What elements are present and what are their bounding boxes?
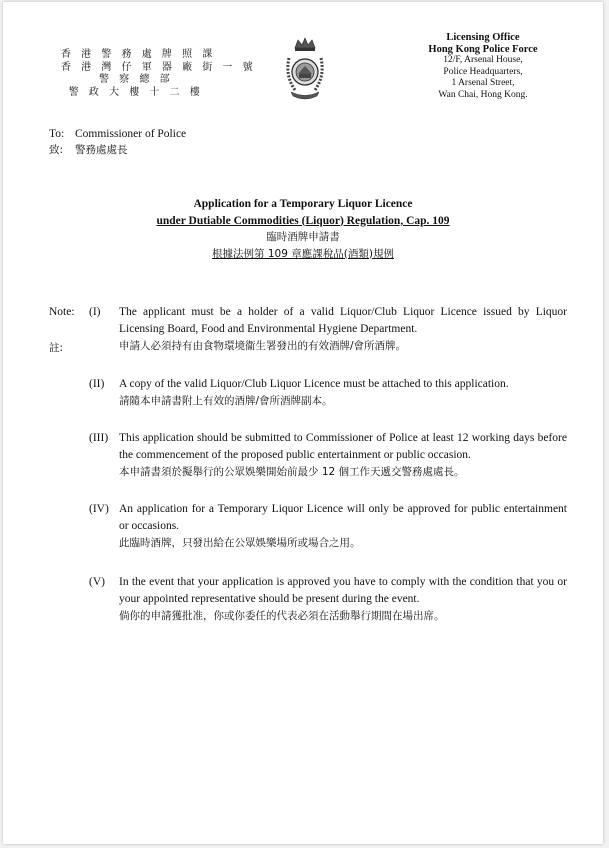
note-number: (I) [89,306,101,318]
note-text-zh: 此臨時酒牌，只發出給在公眾娛樂場所或場合之用。 [119,537,361,549]
zh-address-line: 警 察 總 部 [98,74,174,85]
to-value: Commissioner of Police [75,128,187,140]
title-zh-line-2: 根據法例第 109 章應課稅品(酒類)規例 [212,247,394,260]
note-text-zh: 本申請書須於擬舉行的公眾娛樂開始前最少 12 個工作天遞交警務處處長。 [119,466,465,478]
document-page [3,2,603,844]
note-text: An application for a Temporary Liquor Licence will only be approved for public entertainment or occasions. [119,503,567,532]
note-text: This application should be submitted to Commissioner of Police at least 12 working days before the commencement of the proposed public entertainment or public occasion. [119,432,567,461]
zh-address-line: 香 港 灣 仔 軍 器 廠 街 一 號 [61,61,257,73]
note-label: Note: [49,306,75,318]
note-text: The applicant must be a holder of a valid Liquor/Club Liquor Licence issued by Liquor Licensing Board, Food and Environmental Hygiene Department. [119,306,567,335]
address-line: 12/F, Arsenal House, [443,55,523,65]
note-item [89,304,567,355]
title-line-1: Application for a Temporary Liquor Licence [193,198,413,210]
force-name: Hong Kong Police Force [428,43,538,55]
addressee-block [49,126,186,158]
note-text: In the event that your application is approved you have to comply with the condition that you or your appointed representative should be present during the event. [119,576,567,605]
office-name: Licensing Office [446,32,520,43]
address-line: 1 Arsenal Street, [451,78,515,88]
zh-address-line: 警 政 大 樓 十 二 樓 [68,86,204,98]
to-label: To: [49,128,65,140]
note-item [89,376,567,410]
note-item [89,574,567,625]
zh-address-line: 香 港 警 務 處 牌 照 課 [61,49,216,60]
address-line: Police Headquarters, [443,66,523,77]
note-item [89,430,567,481]
note-text-zh: 申請人必須持有由食物環境衞生署發出的有效酒牌/會所酒牌。 [119,340,407,352]
note-label-zh: 註: [49,342,64,354]
note-number: (V) [89,576,105,588]
en-address-block [408,32,558,101]
to-value-zh: 警務處處長 [75,144,128,156]
note-number: (IV) [89,503,109,515]
title-line-2: under Dutiable Commodities (Liquor) Regulation, Cap. 109 [156,214,450,227]
note-number: (III) [89,432,109,444]
document-title [3,196,603,262]
note-item [89,501,567,552]
note-text-zh: 請隨本申請書附上有效的酒牌/會所酒牌副本。 [119,395,333,407]
title-zh-line-1: 臨時酒牌申請書 [266,231,340,243]
note-number: (II) [89,378,105,390]
note-text-zh: 倘你的申請獲批准，你或你委任的代表必須在活動舉行期間在場出席。 [119,610,445,622]
zh-address-block [61,49,257,99]
police-emblem-icon [281,36,329,102]
note-text: A copy of the valid Liquor/Club Liquor Licence must be attached to this application. [119,378,509,390]
address-line: Wan Chai, Hong Kong. [438,89,528,100]
to-label-zh: 致: [49,144,64,156]
